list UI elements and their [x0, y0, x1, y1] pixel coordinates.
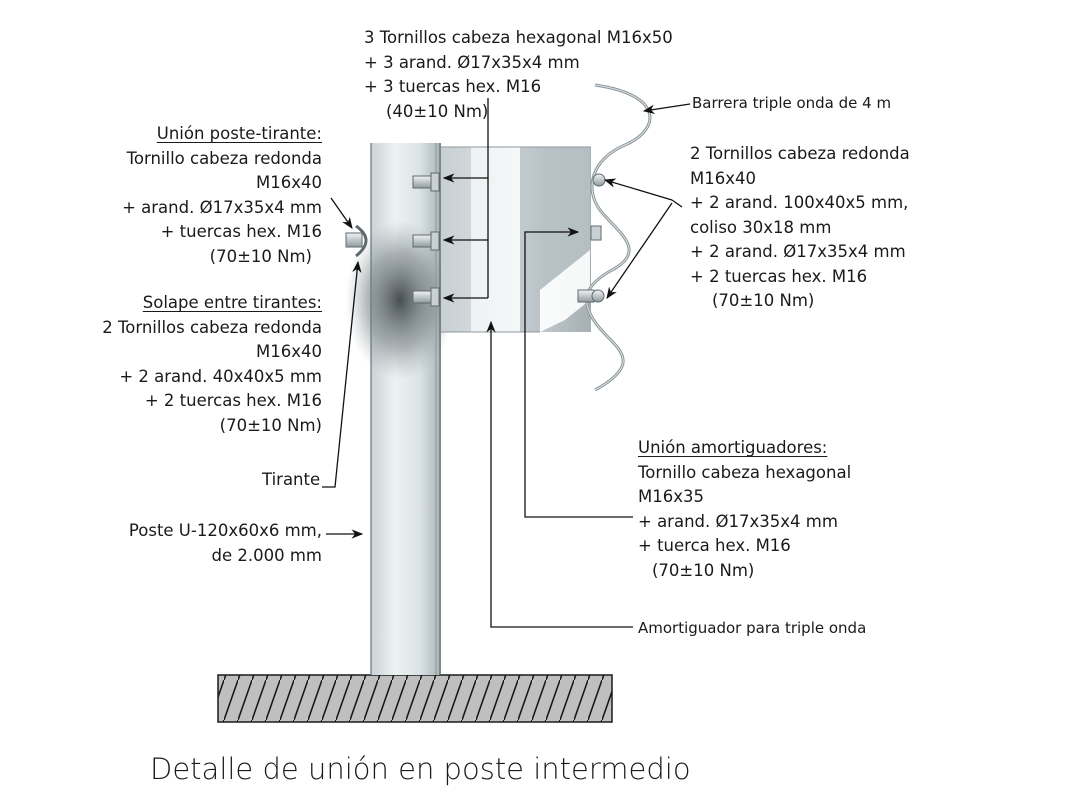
diagram-title: Detalle de unión en poste intermedio	[150, 752, 691, 786]
label-damper: Amortiguador para triple onda	[638, 619, 867, 637]
label-brace: Tirante	[262, 470, 321, 489]
label-damper-joint: Unión amortiguadores: Tornillo cabeza hexagonal M16x35 + arand. Ø17x35x4 mm + tuerca hex. M16 (70±10 Nm)	[638, 438, 852, 580]
label-barrier-bolts: 2 Tornillos cabeza redonda M16x40 + 2 arand. 100x40x5 mm, coliso 30x18 mm + 2 arand. Ø17x35x4 mm + 2 tuercas hex. M16 (70±10 Nm)	[690, 144, 910, 310]
post	[345, 143, 455, 675]
label-post: Poste U-120x60x6 mm, de 2.000 mm	[128, 521, 322, 565]
label-top-bolts: 3 Tornillos cabeza hexagonal M16x50 + 3 arand. Ø17x35x4 mm + 3 tuercas hex. M16 (40±10 Nm)	[364, 28, 673, 121]
label-post-brace-joint: Unión poste-tirante: Tornillo cabeza redonda M16x40 + arand. Ø17x35x4 mm + tuercas hex. M16 (70±10 Nm)	[122, 124, 322, 266]
label-brace-overlap: Solape entre tirantes: 2 Tornillos cabeza redonda M16x40 + 2 arand. 40x40x5 mm + 2 tuercas hex. M16 (70±10 Nm)	[102, 293, 322, 435]
ground-slab	[218, 675, 612, 722]
label-barrier: Barrera triple onda de 4 m	[692, 94, 892, 112]
